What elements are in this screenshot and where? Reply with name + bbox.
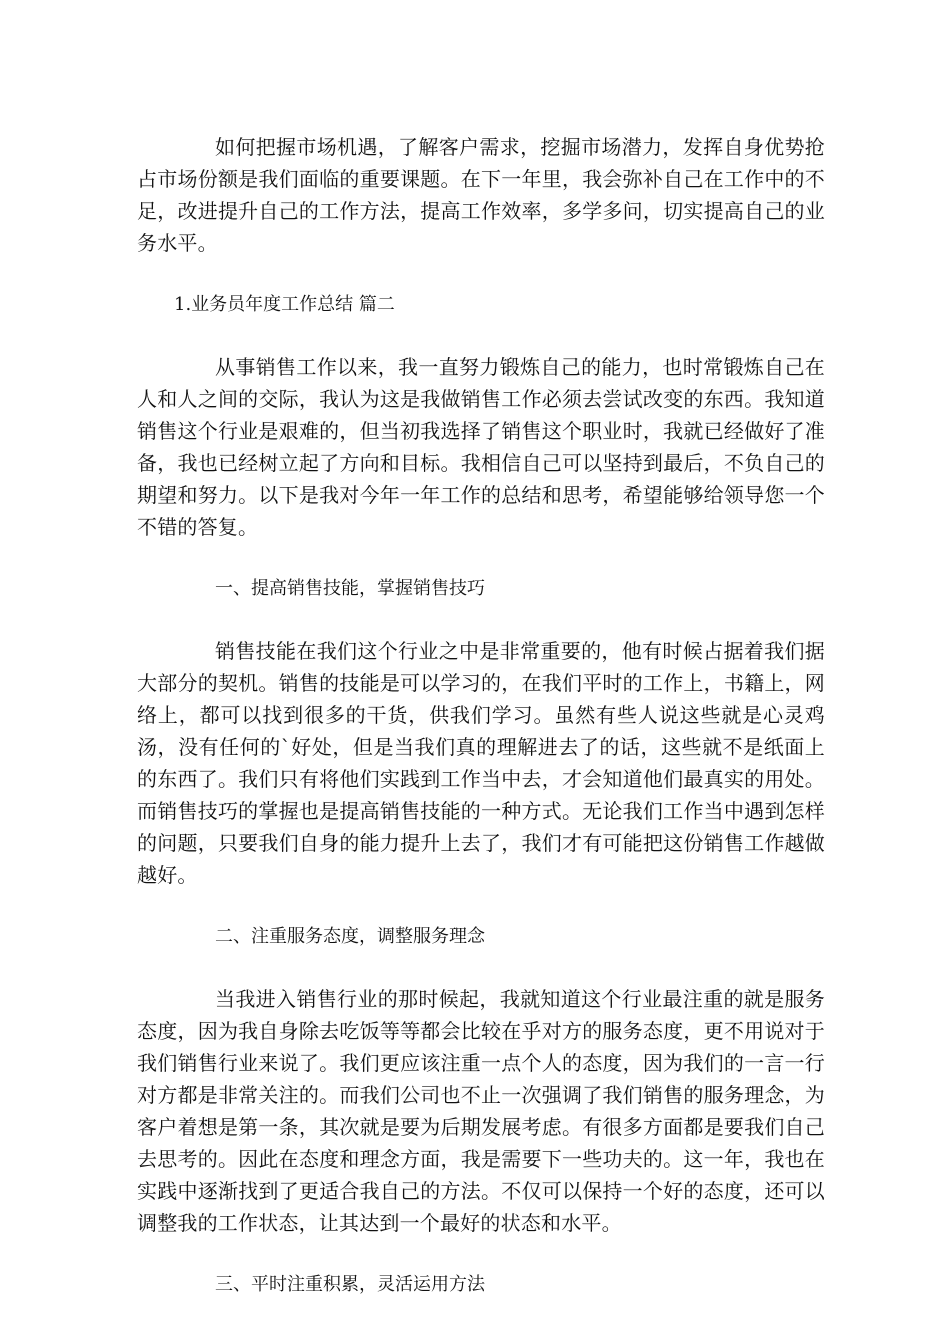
summary-title: 1.业务员年度工作总结 篇二 xyxy=(174,294,395,315)
service-paragraph: 当我进入销售行业的那时候起，我就知道这个行业最注重的就是服务态度，因为我自身除去吃饭等等都会比较在乎对方的服务态度，更不用说对于我们销售行业来说了。我们更应该注重一点个人的态度，因为我们的一言一行对方都是非常关注的。而我们公司也不止一次强调了我们销售的服务理念，为客户着想是第一条，其次就是要为后期发展考虑。有很多方面都是要我们自己去思考的。因此在态度和理念方面，我是需要下一些功夫的。这一年，我也在实践中逐渐找到了更适合我自己的方法。不仅可以保持一个好的态度，还可以调整我的工作状态，让其达到一个最好的状态和水平。 xyxy=(137,987,825,1235)
opening-paragraph: 从事销售工作以来，我一直努力锻炼自己的能力，也时常锻炼自己在人和人之间的交际，我认为这是我做销售工作必须去尝试改变的东西。我知道销售这个行业是艰难的，但当初我选择了销售这个职业时，我就已经做好了准备，我也已经树立起了方向和目标。我相信自己可以坚持到最后，不负自己的期望和努力。以下是我对今年一年工作的总结和思考，希望能够给领导您一个不错的答复。 xyxy=(137,355,825,539)
section-heading-service: 二、注重服务态度，调整服务理念 xyxy=(215,926,485,947)
skills-paragraph: 销售技能在我们这个行业之中是非常重要的，他有时候占据着我们据大部分的契机。销售的技能是可以学习的，在我们平时的工作上，书籍上，网络上，都可以找到很多的干货，供我们学习。虽然有些人说这些就是心灵鸡汤，没有任何的`好处，但是当我们真的理解进去了的话，这些就不是纸面上的东西了。我们只有将他们实践到工作当中去，才会知道他们最真实的用处。而销售技巧的掌握也是提高销售技能的一种方式。无论我们工作当中遇到怎样的问题，只要我们自身的能力提升上去了，我们才有可能把这份销售工作越做越好。 xyxy=(137,639,825,887)
intro-paragraph: 如何把握市场机遇，了解客户需求，挖掘市场潜力，发挥自身优势抢占市场份额是我们面临的重要课题。在下一年里，我会弥补自己在工作中的不足，改进提升自己的工作方法，提高工作效率，多学多问，切实提高自己的业务水平。 xyxy=(137,135,825,255)
document-body xyxy=(137,131,825,1301)
section-heading-accumulation: 三、平时注重积累，灵活运用方法 xyxy=(215,1274,485,1295)
section-heading-skills: 一、提高销售技能，掌握销售技巧 xyxy=(215,578,485,599)
